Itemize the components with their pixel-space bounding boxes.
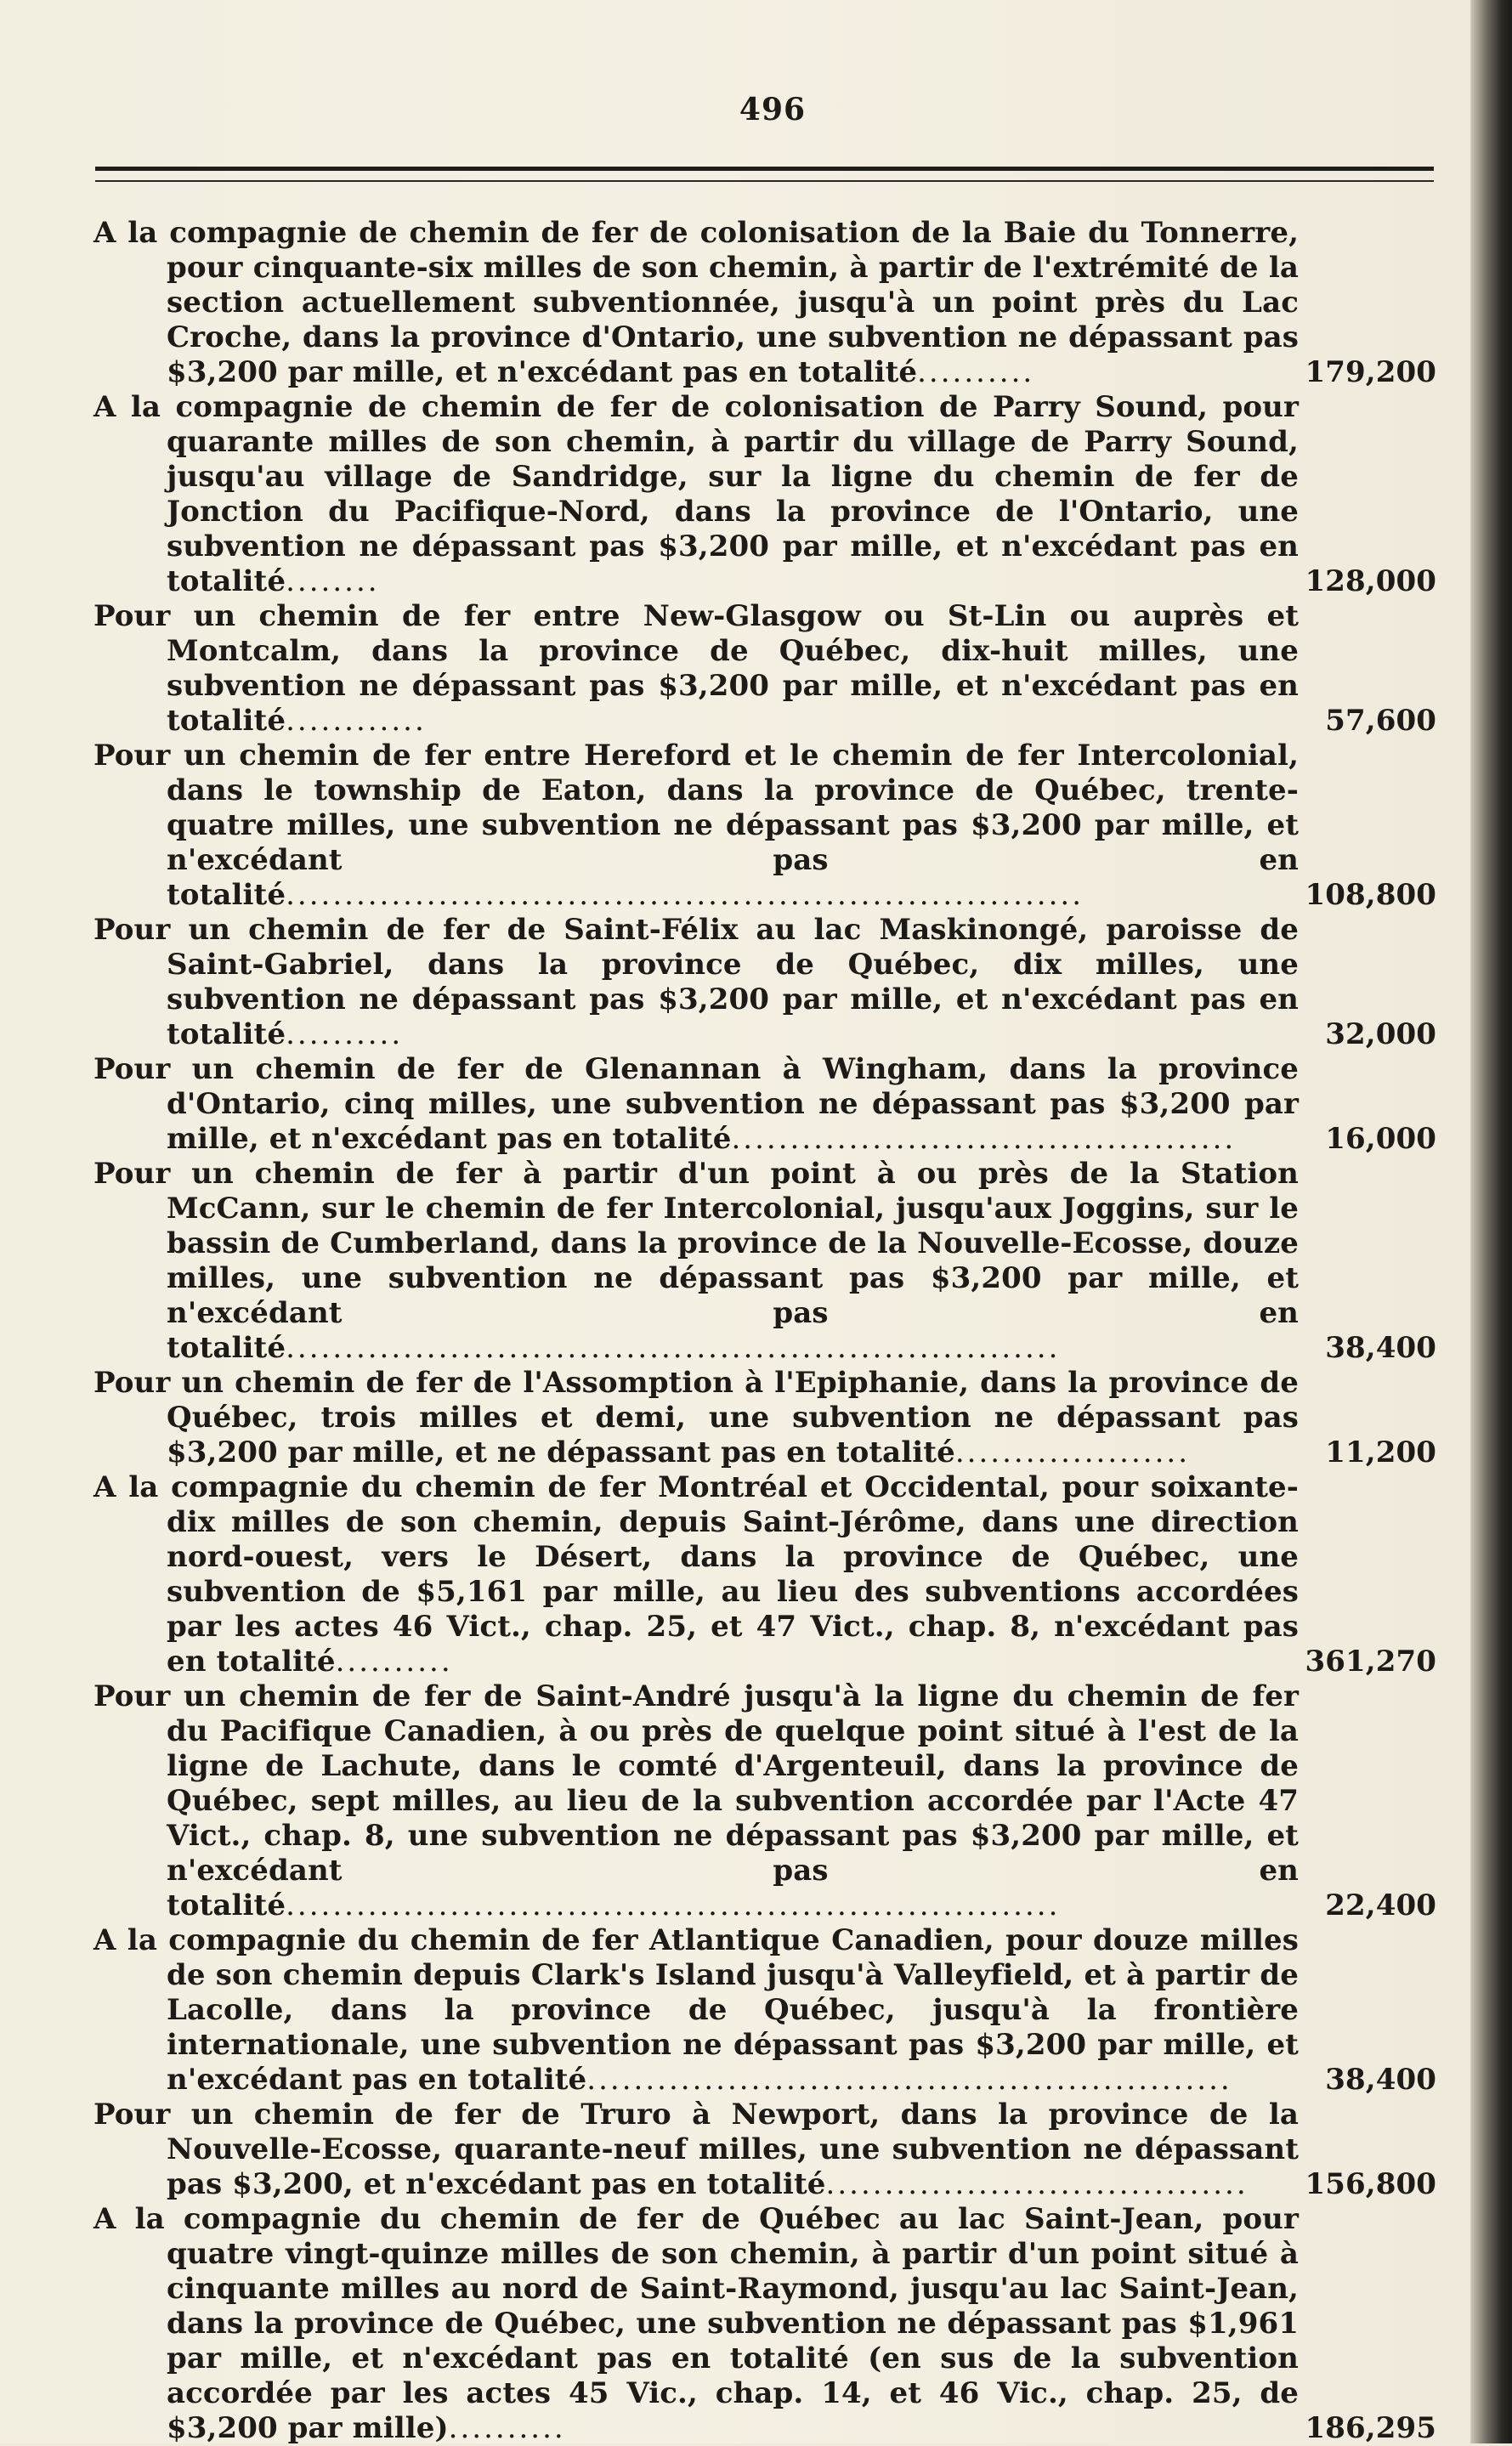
entry-amount: 361,270: [1305, 1645, 1436, 1679]
leader-dots: ....................................................................: [286, 878, 1084, 912]
entry-text: un chemin de fer entre Hereford et le chemin de fer Intercolonial, dans le township de Eaton, dans la province de Québec, trente-quatre milles, une subvention ne dépassant pas $3,200 par mille, et n'excédant pas en totalité: [167, 739, 1300, 912]
appropriation-entry: [93, 599, 1436, 739]
entry-amount: 11,200: [1325, 1435, 1436, 1469]
entry-amount: 186,295: [1305, 2411, 1436, 2445]
entry-text: compagnie du chemin de fer Montréal et Occidental, pour soixante-dix milles de son chemin, depuis Saint-Jérôme, dans une direction nord-ouest, vers le Désert, dans la province de Québec, une subvention de $5,161 par mille, au lieu des subventions accordées par les actes 46 Vict., chap. 25, et 47 Vict., chap. 8, n'excédant pas en totalité: [167, 1470, 1299, 1679]
entry-lead: Pour: [93, 1157, 171, 1191]
entry-lead: A la: [93, 390, 161, 424]
entry-text: compagnie de chemin de fer de colonisation de Parry Sound, pour quarante milles de son chemin, à partir du village de Parry Sound, jusqu'au village de Sandridge, sur la ligne du chemin de fer de Jonction du Pacifique-Nord, dans la province de l'Ontario, une subvention ne dépassant pas $3,200 par mille, et n'excédant pas en totalité: [167, 390, 1299, 598]
leader-dots: ............: [286, 704, 427, 738]
entry-text: compagnie de chemin de fer de colonisation de la Baie du Tonnerre, pour cinquante-six milles de son chemin, à partir de l'extrémité de la section actuellement subventionnée, jusqu'à un point près du Lac Croche, dans la province d'Ontario, une subvention ne dépassant pas $3,200 par mille, et n'excédant pas en totalité: [167, 216, 1300, 389]
entry-amount: 179,200: [1305, 355, 1436, 389]
leader-dots: ....................: [954, 1435, 1191, 1469]
entry-lead: Pour: [93, 1679, 171, 1713]
entry-text: compagnie du chemin de fer Atlantique Canadien, pour douze milles de son chemin depuis Clark's Island jusqu'à Valleyfield, et à partir de Lacolle, dans la province de Québec, jusqu'à la frontière internationale, une subvention ne dépassant pas $3,200 par mille, et n'excédant pas en totalité: [167, 1923, 1299, 2097]
leader-dots: ........: [286, 564, 380, 598]
leader-dots: ...........................................: [731, 1122, 1237, 1156]
book-binding-edge: [1470, 0, 1512, 2443]
entry-lead: Pour: [93, 2098, 171, 2132]
entry-lead: Pour: [93, 913, 171, 947]
entry-text: un chemin de fer entre New-Glasgow ou St-Lin ou auprès et Montcalm, dans la province de Québec, dix-huit milles, une subvention ne dépassant pas $3,200 par mille, et n'excédant pas en totalité: [167, 599, 1300, 738]
entry-text: compagnie du chemin de fer de Québec au lac Saint-Jean, pour quatre vingt-quinze milles de son chemin, à partir d'un point situé à cinquante milles au nord de Saint-Raymond, jusqu'au lac Saint-Jean, dans la province de Québec, une subvention ne dépassant pas $1,961 par mille, et n'excédant pas en totalité (en sus de la subvention accordée par les actes 45 Vic., chap. 14, et 46 Vic., chap. 25, de $3,200 par mille): [167, 2202, 1299, 2445]
leader-dots: ..................................................................: [286, 1888, 1061, 1922]
appropriation-entry: [93, 2098, 1436, 2202]
appropriation-entry: [93, 1679, 1436, 1923]
appropriation-entry: [93, 216, 1436, 390]
entry-lead: Pour: [93, 1052, 171, 1086]
entry-amount: 108,800: [1305, 878, 1436, 912]
header-rule-thin: [95, 180, 1434, 182]
entry-amount: 128,000: [1305, 564, 1436, 598]
entry-amount: 38,400: [1325, 1331, 1436, 1365]
entry-text: un chemin de fer de Truro à Newport, dans la province de la Nouvelle-Ecosse, quarante-neuf milles, une subvention ne dépassant pas $3,200, et n'excédant pas en totalité: [167, 2098, 1300, 2201]
entry-text: un chemin de fer de Saint-Félix au lac Maskinongé, paroisse de Saint-Gabriel, dans la province de Québec, dix milles, une subvention ne dépassant pas $3,200 par mille, et n'excédant pas en totalité: [167, 913, 1300, 1051]
entry-amount: 156,800: [1305, 2167, 1436, 2201]
entry-lead: A la: [93, 1923, 157, 1957]
entry-lead: Pour: [93, 1366, 171, 1400]
entry-lead: Pour: [93, 739, 171, 773]
leader-dots: ..................................................................: [286, 1331, 1061, 1365]
page-number: 496: [739, 92, 807, 127]
entry-amount: 38,400: [1325, 2063, 1436, 2097]
leader-dots: .......................................................: [586, 2063, 1232, 2097]
entry-text: un chemin de fer de Glenannan à Wingham, dans la province d'Ontario, cinq milles, une subvention ne dépassant pas $3,200 par mille, et n'excédant pas en totalité: [167, 1052, 1300, 1156]
leader-dots: ..........: [335, 1645, 453, 1679]
appropriation-entry: [93, 2202, 1436, 2446]
entry-amount: 22,400: [1325, 1888, 1436, 1922]
entry-amount: 57,600: [1325, 704, 1436, 738]
leader-dots: ..........: [448, 2411, 566, 2445]
leader-dots: ..........: [917, 355, 1035, 389]
appropriation-entry: [93, 1366, 1436, 1470]
leader-dots: ....................................: [825, 2167, 1249, 2201]
leader-dots: ..........: [286, 1017, 404, 1051]
entry-lead: A la: [93, 216, 158, 250]
entry-lead: A la: [93, 2202, 165, 2236]
appropriation-entry: [93, 739, 1436, 913]
appropriation-list: [93, 216, 1436, 2446]
header-rule-thick: [95, 167, 1434, 171]
appropriation-entry: [93, 1157, 1436, 1366]
entry-text: un chemin de fer de Saint-André jusqu'à la ligne du chemin de fer du Pacifique Canadien, à ou près de quelque point situé à l'est de la ligne de Lachute, dans le comté d'Argenteuil, dans la province de Québec, sept milles, au lieu de la subvention accordée par l'Acte 47 Vict., chap. 8, une subvention ne dépassant pas $3,200 par mille, et n'excédant pas en totalité: [167, 1679, 1299, 1922]
entry-lead: A la: [93, 1470, 159, 1504]
entry-text: un chemin de fer à partir d'un point à ou près de la Station McCann, sur le chemin de fer Intercolonial, jusqu'aux Joggins, sur le bassin de Cumberland, dans la province de la Nouvelle-Ecosse, douze milles, une subvention ne dépassant pas $3,200 par mille, et n'excédant pas en totalité: [167, 1157, 1300, 1365]
entry-lead: Pour: [93, 599, 171, 633]
appropriation-entry: [93, 1052, 1436, 1157]
appropriation-entry: [93, 913, 1436, 1052]
entry-text: un chemin de fer de l'Assomption à l'Epiphanie, dans la province de Québec, trois milles et demi, une subvention ne dépassant pas $3,200 par mille, et ne dépassant pas en totalité: [167, 1366, 1300, 1469]
entry-amount: 32,000: [1325, 1017, 1436, 1051]
appropriation-entry: [93, 390, 1436, 599]
appropriation-entry: [93, 1923, 1436, 2098]
appropriation-entry: [93, 1470, 1436, 1679]
entry-amount: 16,000: [1325, 1122, 1436, 1156]
